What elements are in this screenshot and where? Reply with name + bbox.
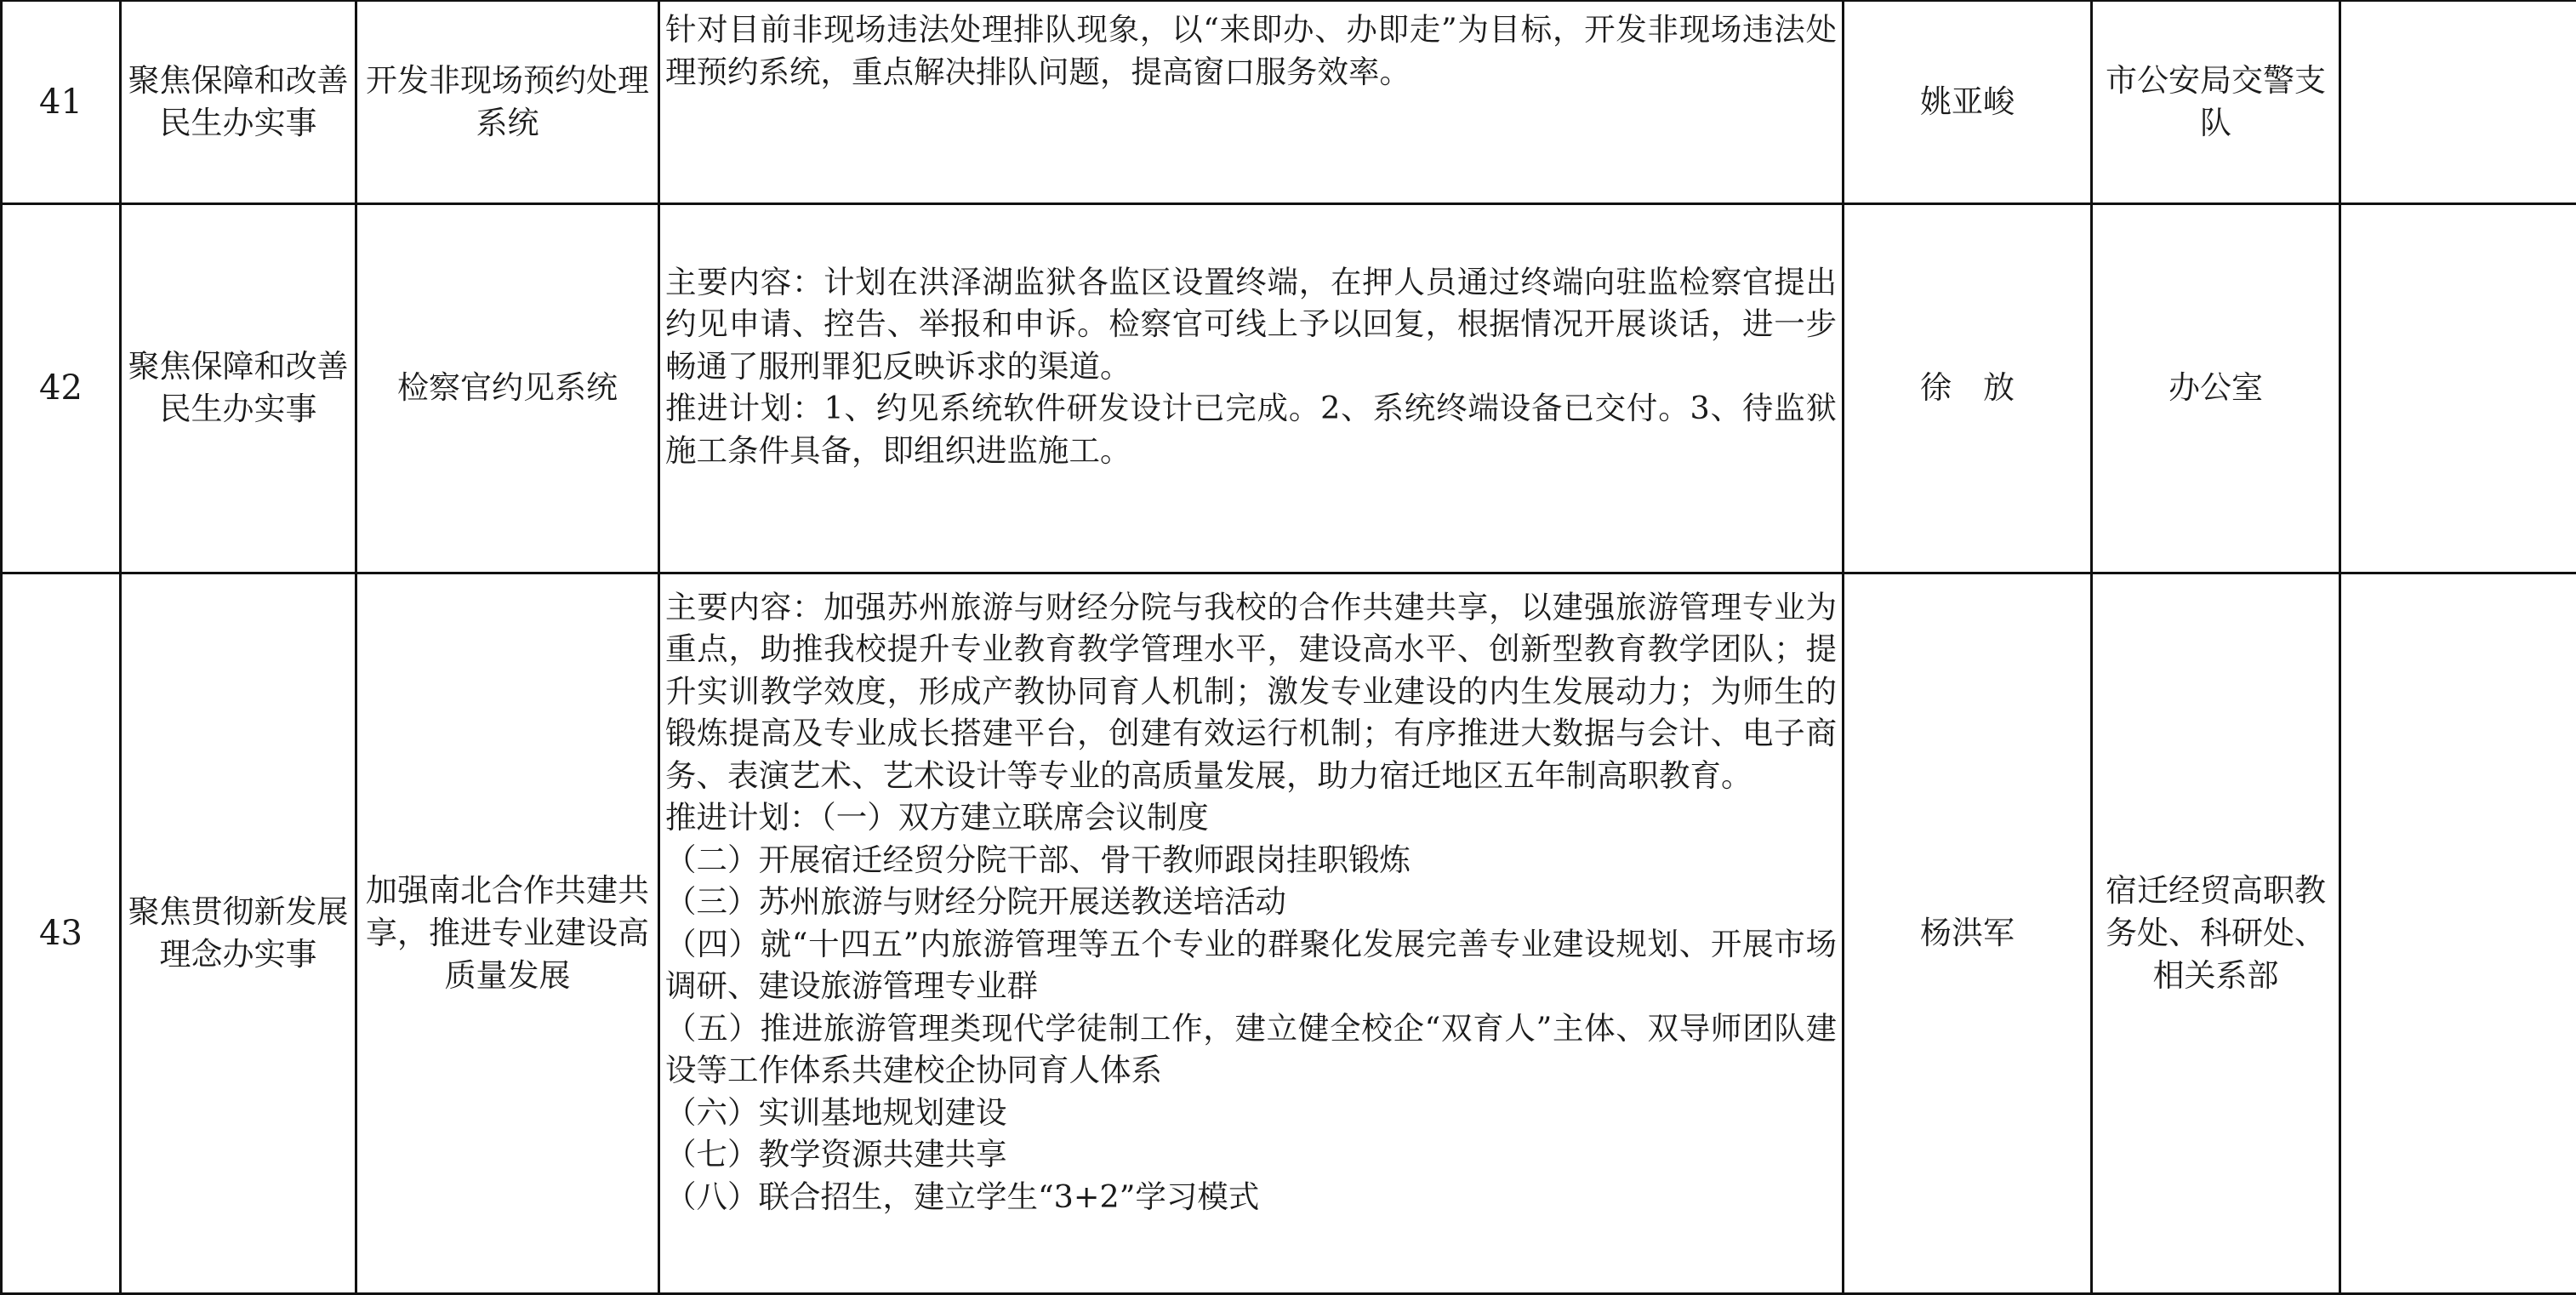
- content-paragraph: 推进计划：1、约见系统软件研发设计已完成。2、系统终端设备已交付。3、待监狱施工条件具备，即组织进监施工。: [665, 387, 1837, 471]
- table-row: [2, 203, 2576, 573]
- table-row: [2, 573, 2576, 1293]
- content-paragraph: 针对目前非现场违法处理排队现象，以“来即办、办即走”为目标，开发非现场违法处理预约系统，重点解决排队问题，提高窗口服务效率。: [665, 9, 1837, 93]
- content-paragraph: 主要内容：加强苏州旅游与财经分院与我校的合作共建共享，以建强旅游管理专业为重点，助推我校提升专业教育教学管理水平，建设高水平、创新型教育教学团队；提升实训教学效度，形成产教协同育人机制；激发专业建设的内生发展动力；为师生的锻炼提高及专业成长搭建平台，创建有效运行机制；有序推进大数据与会计、电子商务、表演艺术、艺术设计等专业的高质量发展，助力宿迁地区五年制高职教育。: [665, 586, 1837, 797]
- row-number: 41: [2, 1, 121, 203]
- row-number: 42: [2, 203, 121, 573]
- content-paragraph: （五）推进旅游管理类现代学徒制工作，建立健全校企“双育人”主体、双导师团队建设等工作体系共建校企协同育人体系: [665, 1007, 1837, 1092]
- content-paragraph: 主要内容：计划在洪泽湖监狱各监区设置终端，在押人员通过终端向驻监检察官提出约见申请、控告、举报和申诉。检察官可线上予以回复，根据情况开展谈话，进一步畅通了服刑罪犯反映诉求的渠道。: [665, 261, 1837, 388]
- responsible-person-cell: 姚亚峻: [1844, 1, 2092, 203]
- responsible-unit-cell: 宿迁经贸高职教务处、科研处、相关系部: [2092, 573, 2340, 1293]
- note-cell: [2340, 573, 2576, 1293]
- content-paragraph: （四）就“十四五”内旅游管理等五个专业的群聚化发展完善专业建设规划、开展市场调研、建设旅游管理专业群: [665, 923, 1837, 1007]
- responsible-unit-cell: 市公安局交警支队: [2092, 1, 2340, 203]
- content-paragraph: （三）苏州旅游与财经分院开展送教送培活动: [665, 881, 1837, 923]
- project-cell: 检察官约见系统: [356, 203, 659, 573]
- category-cell: 聚焦保障和改善民生办实事: [121, 1, 356, 203]
- category-cell: 聚焦保障和改善民生办实事: [121, 203, 356, 573]
- content-paragraph: （八）联合招生，建立学生“3+2”学习模式: [665, 1176, 1837, 1218]
- responsible-person-cell: 杨洪军: [1844, 573, 2092, 1293]
- content-paragraph: （六）实训基地规划建设: [665, 1092, 1837, 1134]
- project-cell: 开发非现场预约处理系统: [356, 1, 659, 203]
- content-cell: [659, 573, 1844, 1293]
- content-paragraph: 推进计划：（一）双方建立联席会议制度: [665, 796, 1837, 839]
- content-paragraph: （二）开展宿迁经贸分院干部、骨干教师跟岗挂职锻炼: [665, 839, 1837, 881]
- content-paragraph: （七）教学资源共建共享: [665, 1133, 1837, 1176]
- note-cell: [2340, 1, 2576, 203]
- responsible-unit-cell: 办公室: [2092, 203, 2340, 573]
- table-row: [2, 1, 2576, 203]
- content-cell: [659, 203, 1844, 573]
- note-cell: [2340, 203, 2576, 573]
- project-cell: 加强南北合作共建共享，推进专业建设高质量发展: [356, 573, 659, 1293]
- content-cell: [659, 1, 1844, 203]
- category-cell: 聚焦贯彻新发展理念办实事: [121, 573, 356, 1293]
- row-number: 43: [2, 573, 121, 1293]
- responsible-person-cell: 徐 放: [1844, 203, 2092, 573]
